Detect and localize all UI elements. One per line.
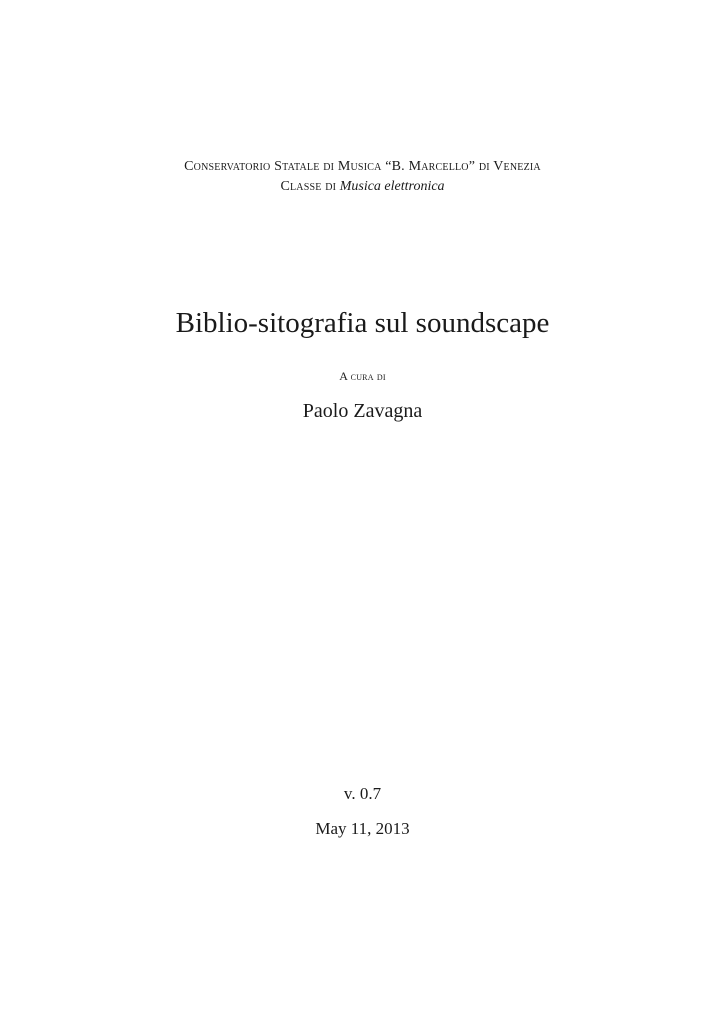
version-label: v. 0.7 [343,784,382,803]
author-name: Paolo Zavagna [302,400,423,422]
document-title: Biblio-sitografia sul soundscape [175,307,550,339]
curated-by-label: A cura di [339,369,386,383]
institution-name: Conservatorio Statale di Musica “B. Marcello” di Venezia [184,159,541,174]
class-prefix: Classe di [280,179,337,194]
class-subject: Musica elettronica [339,179,445,194]
class-line [0,178,725,196]
document-date: May 11, 2013 [315,819,410,838]
